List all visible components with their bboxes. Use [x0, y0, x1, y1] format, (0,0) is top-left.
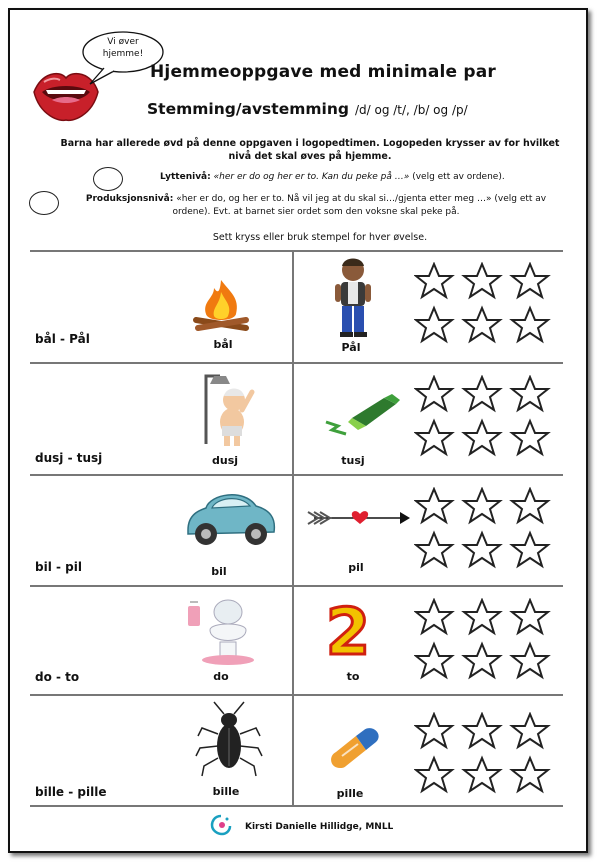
car-icon: [182, 484, 280, 554]
listening-level-checkbox[interactable]: [93, 167, 123, 191]
star-group: [414, 712, 554, 804]
row-word-1: bil: [211, 565, 227, 578]
toilet-icon: [184, 596, 256, 668]
row-word-1: bål: [213, 338, 233, 351]
row-word-1: do: [213, 670, 229, 683]
grid-line: [30, 805, 563, 807]
row-pair-label: dusj - tusj: [35, 451, 103, 465]
grid-line: [30, 474, 563, 476]
number-two-icon: [326, 600, 370, 662]
beetle-icon: [194, 700, 264, 780]
speech-bubble-text: Vi øver hjemme!: [102, 37, 144, 59]
star-group: [414, 262, 554, 354]
row-pair-label: bille - pille: [35, 785, 107, 799]
footer-logo-icon: [210, 814, 232, 836]
page-subtitle: [147, 100, 468, 118]
star-group: [414, 598, 554, 690]
grid-line: [30, 585, 563, 587]
intro-text: Barna har allerede øvd på denne oppgaven i logopedtimen. Logopeden krysser av for hvilket nivå det skal øves på hjemme.: [60, 138, 560, 162]
row-word-2: tusj: [341, 454, 365, 467]
row-word-2: Pål: [341, 341, 361, 354]
number-two-glyph: 2: [326, 600, 370, 662]
star-group: [414, 487, 554, 579]
row-pair-label: do - to: [35, 670, 80, 684]
row-pair-label: bål - Pål: [35, 332, 90, 346]
production-level-quote: «her er do, og her er to. Nå vil jeg at du skal si…/gjenta etter meg …»: [176, 194, 492, 204]
production-level-label: Produksjonsnivå:: [85, 194, 174, 204]
row-word-2: pille: [336, 787, 364, 800]
subtitle-sounds: /d/ og /t/, /b/ og /p/: [354, 103, 468, 117]
fire-icon: [190, 276, 252, 334]
pill-icon: [326, 726, 386, 772]
row-pair-label: bil - pil: [35, 560, 82, 574]
row-word-2: to: [346, 670, 360, 683]
grid-divider: [292, 251, 294, 806]
star-group: [414, 375, 554, 467]
subtitle-main: Stemming/avstemming: [147, 100, 349, 118]
instruction-text: Sett kryss eller bruk stempel for hver øvelse.: [212, 232, 428, 243]
listening-level-text: [160, 171, 560, 184]
row-word-1: dusj: [211, 454, 239, 467]
marker-icon: [322, 392, 402, 438]
row-word-2: pil: [348, 561, 364, 574]
page-title: Hjemmeoppgave med minimale par: [150, 62, 497, 82]
listening-level-label: Lyttenivå:: [160, 172, 211, 182]
listening-level-quote: «her er do og her er to. Kan du peke på …»: [213, 172, 410, 182]
shower-icon: [196, 370, 258, 448]
production-level-checkbox[interactable]: [29, 191, 59, 215]
listening-level-rest: (velg ett av ordene).: [409, 172, 505, 182]
production-level-text: [76, 193, 556, 219]
row-word-1: bille: [212, 785, 240, 798]
grid-line: [30, 362, 563, 364]
footer-author: Kirsti Danielle Hillidge, MNLL: [245, 822, 394, 832]
arrow-icon: [306, 506, 410, 530]
grid-line: [30, 250, 563, 252]
grid-line: [30, 694, 563, 696]
production-level-rest: (velg ett av ordene). Evt. at barnet sier ordet som den voksne skal peke på.: [172, 194, 547, 217]
boy-icon: [330, 256, 376, 338]
